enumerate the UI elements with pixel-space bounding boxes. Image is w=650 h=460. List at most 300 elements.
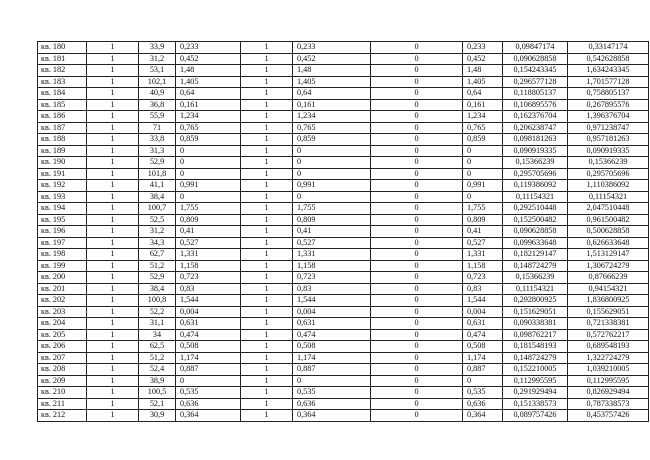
value-c-cell: 0 (463, 191, 503, 203)
factor-cell: 1 (241, 145, 293, 157)
table-row (38, 329, 649, 341)
zero-cell: 0 (371, 122, 463, 134)
total-cell: 1,322724279 (568, 352, 649, 364)
value-c-cell: 0,161 (463, 99, 503, 111)
value-a-cell: 1,755 (176, 203, 241, 215)
value-b-cell: 1,331 (293, 249, 371, 261)
value-b-cell: 0,233 (293, 42, 371, 54)
value-a-cell: 0,83 (176, 283, 241, 295)
count-cell: 1 (87, 214, 139, 226)
total-cell: 0,542628858 (568, 53, 649, 65)
apartment-cell: кв. 202 (38, 295, 87, 307)
apartment-cell: кв. 185 (38, 99, 87, 111)
zero-cell: 0 (371, 76, 463, 88)
apartment-cell: кв. 209 (38, 375, 87, 387)
value-c-cell: 0,364 (463, 410, 503, 422)
apartment-cell: кв. 187 (38, 122, 87, 134)
count-cell: 1 (87, 260, 139, 272)
share-cell: 0,162376704 (503, 111, 568, 123)
share-cell: 0,295705696 (503, 168, 568, 180)
value-a-cell: 0,809 (176, 214, 241, 226)
factor-cell: 1 (241, 306, 293, 318)
value-c-cell: 0,527 (463, 237, 503, 249)
zero-cell: 0 (371, 249, 463, 261)
area-cell: 30,9 (139, 410, 176, 422)
total-cell: 0,626633648 (568, 237, 649, 249)
factor-cell: 1 (241, 42, 293, 54)
factor-cell: 1 (241, 88, 293, 100)
table-row (38, 214, 649, 226)
area-cell: 52,1 (139, 398, 176, 410)
value-a-cell: 0,631 (176, 318, 241, 330)
value-a-cell: 0,991 (176, 180, 241, 192)
share-cell: 0,181548193 (503, 341, 568, 353)
area-cell: 51,2 (139, 352, 176, 364)
total-cell: 0,961500482 (568, 214, 649, 226)
apartment-cell: кв. 180 (38, 42, 87, 54)
share-cell: 0,151629051 (503, 306, 568, 318)
table-row (38, 306, 649, 318)
total-cell: 1,701577128 (568, 76, 649, 88)
total-cell: 1,396376704 (568, 111, 649, 123)
value-a-cell: 0,723 (176, 272, 241, 284)
count-cell: 1 (87, 76, 139, 88)
zero-cell: 0 (371, 260, 463, 272)
zero-cell: 0 (371, 387, 463, 399)
share-cell: 0,291929494 (503, 387, 568, 399)
zero-cell: 0 (371, 65, 463, 77)
factor-cell: 1 (241, 203, 293, 215)
value-b-cell: 0,64 (293, 88, 371, 100)
zero-cell: 0 (371, 352, 463, 364)
table-row (38, 272, 649, 284)
factor-cell: 1 (241, 65, 293, 77)
value-a-cell: 1,405 (176, 76, 241, 88)
value-c-cell: 0,452 (463, 53, 503, 65)
area-cell: 100,5 (139, 387, 176, 399)
zero-cell: 0 (371, 168, 463, 180)
total-cell: 0,689548193 (568, 341, 649, 353)
count-cell: 1 (87, 191, 139, 203)
zero-cell: 0 (371, 398, 463, 410)
value-b-cell: 0,41 (293, 226, 371, 238)
value-c-cell: 0,991 (463, 180, 503, 192)
value-c-cell: 1,405 (463, 76, 503, 88)
value-a-cell: 0,233 (176, 42, 241, 54)
value-a-cell: 1,234 (176, 111, 241, 123)
value-c-cell: 1,174 (463, 352, 503, 364)
area-cell: 40,9 (139, 88, 176, 100)
value-c-cell: 0,887 (463, 364, 503, 376)
zero-cell: 0 (371, 364, 463, 376)
value-c-cell: 0,765 (463, 122, 503, 134)
value-a-cell: 0 (176, 145, 241, 157)
value-a-cell: 0,887 (176, 364, 241, 376)
count-cell: 1 (87, 410, 139, 422)
total-cell: 0,758805137 (568, 88, 649, 100)
share-cell: 0,15366239 (503, 272, 568, 284)
value-c-cell: 0 (463, 145, 503, 157)
apartment-cell: кв. 182 (38, 65, 87, 77)
value-b-cell: 0,508 (293, 341, 371, 353)
total-cell: 0,453757426 (568, 410, 649, 422)
factor-cell: 1 (241, 283, 293, 295)
factor-cell: 1 (241, 410, 293, 422)
value-c-cell: 0 (463, 168, 503, 180)
value-c-cell: 1,234 (463, 111, 503, 123)
table-row (38, 375, 649, 387)
table-row (38, 398, 649, 410)
count-cell: 1 (87, 375, 139, 387)
value-c-cell: 0,83 (463, 283, 503, 295)
share-cell: 0,148724279 (503, 352, 568, 364)
share-cell: 0,118805137 (503, 88, 568, 100)
zero-cell: 0 (371, 329, 463, 341)
share-cell: 0,152500482 (503, 214, 568, 226)
value-c-cell: 0 (463, 157, 503, 169)
value-b-cell: 0,887 (293, 364, 371, 376)
value-b-cell: 0,364 (293, 410, 371, 422)
count-cell: 1 (87, 237, 139, 249)
apartment-cell: кв. 192 (38, 180, 87, 192)
table-row (38, 191, 649, 203)
zero-cell: 0 (371, 283, 463, 295)
share-cell: 0,292800925 (503, 295, 568, 307)
apartment-cell: кв. 183 (38, 76, 87, 88)
area-cell: 34 (139, 329, 176, 341)
apartment-cell: кв. 200 (38, 272, 87, 284)
factor-cell: 1 (241, 157, 293, 169)
value-a-cell: 0,004 (176, 306, 241, 318)
share-cell: 0,151338573 (503, 398, 568, 410)
value-a-cell: 0,364 (176, 410, 241, 422)
value-b-cell: 0,859 (293, 134, 371, 146)
area-cell: 51,2 (139, 260, 176, 272)
value-b-cell: 1,234 (293, 111, 371, 123)
area-cell: 36,8 (139, 99, 176, 111)
total-cell: 0,33147174 (568, 42, 649, 54)
value-c-cell: 0,636 (463, 398, 503, 410)
share-cell: 0,292510448 (503, 203, 568, 215)
value-a-cell: 0,64 (176, 88, 241, 100)
apartment-cell: кв. 191 (38, 168, 87, 180)
apartment-cell: кв. 197 (38, 237, 87, 249)
total-cell: 0,957181263 (568, 134, 649, 146)
zero-cell: 0 (371, 272, 463, 284)
table-row (38, 168, 649, 180)
area-cell: 38,4 (139, 191, 176, 203)
factor-cell: 1 (241, 134, 293, 146)
apartment-cell: кв. 189 (38, 145, 87, 157)
value-c-cell: 1,755 (463, 203, 503, 215)
zero-cell: 0 (371, 88, 463, 100)
apartment-data-table (37, 41, 649, 422)
total-cell: 0,826929494 (568, 387, 649, 399)
apartment-cell: кв. 199 (38, 260, 87, 272)
share-cell: 0,090628858 (503, 226, 568, 238)
area-cell: 52,2 (139, 306, 176, 318)
value-c-cell: 0,723 (463, 272, 503, 284)
value-c-cell: 0,508 (463, 341, 503, 353)
value-c-cell: 0,64 (463, 88, 503, 100)
value-c-cell: 0,233 (463, 42, 503, 54)
factor-cell: 1 (241, 111, 293, 123)
total-cell: 2,047510448 (568, 203, 649, 215)
value-b-cell: 0,631 (293, 318, 371, 330)
zero-cell: 0 (371, 295, 463, 307)
area-cell: 71 (139, 122, 176, 134)
count-cell: 1 (87, 157, 139, 169)
share-cell: 0,106895576 (503, 99, 568, 111)
value-a-cell: 0,535 (176, 387, 241, 399)
zero-cell: 0 (371, 375, 463, 387)
value-a-cell: 0 (176, 168, 241, 180)
factor-cell: 1 (241, 341, 293, 353)
share-cell: 0,099633648 (503, 237, 568, 249)
value-c-cell: 0,631 (463, 318, 503, 330)
area-cell: 52,4 (139, 364, 176, 376)
factor-cell: 1 (241, 364, 293, 376)
area-cell: 62,5 (139, 341, 176, 353)
factor-cell: 1 (241, 53, 293, 65)
value-b-cell: 1,544 (293, 295, 371, 307)
apartment-cell: кв. 186 (38, 111, 87, 123)
count-cell: 1 (87, 180, 139, 192)
value-a-cell: 0 (176, 375, 241, 387)
value-c-cell: 1,48 (463, 65, 503, 77)
total-cell: 0,971238747 (568, 122, 649, 134)
area-cell: 52,9 (139, 272, 176, 284)
factor-cell: 1 (241, 214, 293, 226)
apartment-cell: кв. 205 (38, 329, 87, 341)
count-cell: 1 (87, 283, 139, 295)
value-b-cell: 0,161 (293, 99, 371, 111)
table-row (38, 237, 649, 249)
count-cell: 1 (87, 168, 139, 180)
apartment-cell: кв. 206 (38, 341, 87, 353)
value-b-cell: 0,83 (293, 283, 371, 295)
apartment-cell: кв. 203 (38, 306, 87, 318)
value-a-cell: 1,544 (176, 295, 241, 307)
value-b-cell: 0,723 (293, 272, 371, 284)
share-cell: 0,119386092 (503, 180, 568, 192)
table-row (38, 134, 649, 146)
value-c-cell: 1,331 (463, 249, 503, 261)
zero-cell: 0 (371, 157, 463, 169)
factor-cell: 1 (241, 191, 293, 203)
count-cell: 1 (87, 99, 139, 111)
area-cell: 33,8 (139, 134, 176, 146)
area-cell: 101,8 (139, 168, 176, 180)
value-b-cell: 0,004 (293, 306, 371, 318)
table-row (38, 295, 649, 307)
value-a-cell: 0,859 (176, 134, 241, 146)
area-cell: 100,7 (139, 203, 176, 215)
value-b-cell: 0 (293, 145, 371, 157)
count-cell: 1 (87, 306, 139, 318)
value-b-cell: 1,158 (293, 260, 371, 272)
value-b-cell: 0 (293, 168, 371, 180)
total-cell: 0,87666239 (568, 272, 649, 284)
table-row (38, 387, 649, 399)
apartment-cell: кв. 188 (38, 134, 87, 146)
share-cell: 0,098181263 (503, 134, 568, 146)
zero-cell: 0 (371, 237, 463, 249)
area-cell: 52,5 (139, 214, 176, 226)
share-cell: 0,296577128 (503, 76, 568, 88)
share-cell: 0,098762217 (503, 329, 568, 341)
count-cell: 1 (87, 203, 139, 215)
count-cell: 1 (87, 53, 139, 65)
table-row (38, 226, 649, 238)
value-b-cell: 0,535 (293, 387, 371, 399)
apartment-cell: кв. 184 (38, 88, 87, 100)
area-cell: 31,3 (139, 145, 176, 157)
count-cell: 1 (87, 145, 139, 157)
zero-cell: 0 (371, 99, 463, 111)
share-cell: 0,090919335 (503, 145, 568, 157)
total-cell: 1,836800925 (568, 295, 649, 307)
table-row (38, 410, 649, 422)
zero-cell: 0 (371, 306, 463, 318)
count-cell: 1 (87, 364, 139, 376)
total-cell: 0,15366239 (568, 157, 649, 169)
total-cell: 0,155629051 (568, 306, 649, 318)
value-b-cell: 0,452 (293, 53, 371, 65)
count-cell: 1 (87, 341, 139, 353)
table-row (38, 341, 649, 353)
factor-cell: 1 (241, 375, 293, 387)
value-b-cell: 1,405 (293, 76, 371, 88)
table-row (38, 180, 649, 192)
factor-cell: 1 (241, 352, 293, 364)
total-cell: 0,090919335 (568, 145, 649, 157)
value-a-cell: 0,452 (176, 53, 241, 65)
value-b-cell: 0,809 (293, 214, 371, 226)
factor-cell: 1 (241, 76, 293, 88)
table-row (38, 122, 649, 134)
count-cell: 1 (87, 249, 139, 261)
zero-cell: 0 (371, 191, 463, 203)
value-b-cell: 0 (293, 375, 371, 387)
table-row (38, 203, 649, 215)
count-cell: 1 (87, 295, 139, 307)
zero-cell: 0 (371, 214, 463, 226)
value-b-cell: 0 (293, 157, 371, 169)
zero-cell: 0 (371, 180, 463, 192)
apartment-cell: кв. 201 (38, 283, 87, 295)
total-cell: 1,513129147 (568, 249, 649, 261)
total-cell: 0,112995595 (568, 375, 649, 387)
total-cell: 0,11154321 (568, 191, 649, 203)
value-c-cell: 0,809 (463, 214, 503, 226)
share-cell: 0,112995595 (503, 375, 568, 387)
value-b-cell: 1,755 (293, 203, 371, 215)
table-row (38, 283, 649, 295)
count-cell: 1 (87, 318, 139, 330)
value-c-cell: 1,544 (463, 295, 503, 307)
share-cell: 0,089757426 (503, 410, 568, 422)
factor-cell: 1 (241, 329, 293, 341)
total-cell: 1,306724279 (568, 260, 649, 272)
factor-cell: 1 (241, 237, 293, 249)
apartment-cell: кв. 207 (38, 352, 87, 364)
value-a-cell: 0,527 (176, 237, 241, 249)
value-a-cell: 0 (176, 191, 241, 203)
total-cell: 0,721338381 (568, 318, 649, 330)
apartment-cell: кв. 196 (38, 226, 87, 238)
apartment-cell: кв. 193 (38, 191, 87, 203)
count-cell: 1 (87, 352, 139, 364)
area-cell: 53,1 (139, 65, 176, 77)
total-cell: 0,572762217 (568, 329, 649, 341)
area-cell: 100,8 (139, 295, 176, 307)
area-cell: 52,9 (139, 157, 176, 169)
factor-cell: 1 (241, 260, 293, 272)
factor-cell: 1 (241, 99, 293, 111)
count-cell: 1 (87, 42, 139, 54)
area-cell: 38,9 (139, 375, 176, 387)
value-c-cell: 0,859 (463, 134, 503, 146)
value-c-cell: 0,004 (463, 306, 503, 318)
value-a-cell: 0,41 (176, 226, 241, 238)
share-cell: 0,11154321 (503, 283, 568, 295)
share-cell: 0,154243345 (503, 65, 568, 77)
value-c-cell: 0,535 (463, 387, 503, 399)
value-a-cell: 0,508 (176, 341, 241, 353)
value-b-cell: 0,991 (293, 180, 371, 192)
share-cell: 0,11154321 (503, 191, 568, 203)
zero-cell: 0 (371, 145, 463, 157)
share-cell: 0,152210005 (503, 364, 568, 376)
count-cell: 1 (87, 398, 139, 410)
factor-cell: 1 (241, 272, 293, 284)
share-cell: 0,206238747 (503, 122, 568, 134)
share-cell: 0,182129147 (503, 249, 568, 261)
value-b-cell: 0,474 (293, 329, 371, 341)
apartment-cell: кв. 198 (38, 249, 87, 261)
table-row (38, 42, 649, 54)
value-a-cell: 0,474 (176, 329, 241, 341)
apartment-cell: кв. 210 (38, 387, 87, 399)
factor-cell: 1 (241, 249, 293, 261)
share-cell: 0,090628858 (503, 53, 568, 65)
value-b-cell: 0 (293, 191, 371, 203)
table-row (38, 364, 649, 376)
value-a-cell: 0,161 (176, 99, 241, 111)
area-cell: 31,2 (139, 53, 176, 65)
table-row (38, 111, 649, 123)
area-cell: 31,1 (139, 318, 176, 330)
table-row (38, 352, 649, 364)
total-cell: 1,634243345 (568, 65, 649, 77)
share-cell: 0,148724279 (503, 260, 568, 272)
apartment-cell: кв. 211 (38, 398, 87, 410)
total-cell: 0,787338573 (568, 398, 649, 410)
table-row (38, 249, 649, 261)
factor-cell: 1 (241, 168, 293, 180)
apartment-cell: кв. 194 (38, 203, 87, 215)
area-cell: 41,1 (139, 180, 176, 192)
zero-cell: 0 (371, 134, 463, 146)
area-cell: 34,3 (139, 237, 176, 249)
value-a-cell: 1,174 (176, 352, 241, 364)
count-cell: 1 (87, 122, 139, 134)
table-row (38, 65, 649, 77)
factor-cell: 1 (241, 180, 293, 192)
share-cell: 0,15366239 (503, 157, 568, 169)
count-cell: 1 (87, 272, 139, 284)
